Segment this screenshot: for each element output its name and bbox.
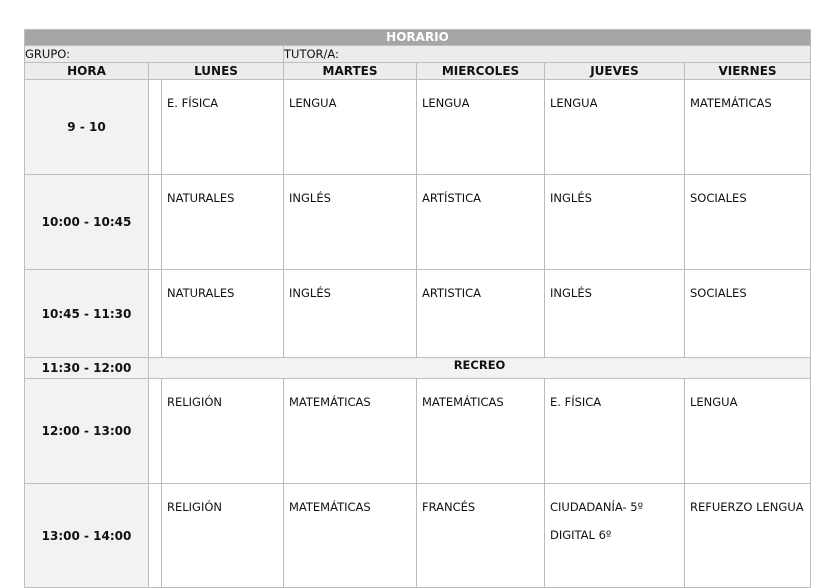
- viernes-cell: SOCIALES: [685, 270, 811, 358]
- header-miercoles: MIERCOLES: [417, 63, 545, 80]
- hour-cell: 9 - 10: [25, 80, 149, 175]
- header-jueves: JUEVES: [545, 63, 685, 80]
- table-row: [25, 270, 811, 358]
- martes-cell: LENGUA: [284, 80, 417, 175]
- lunes-cell: E. FÍSICA: [162, 80, 284, 175]
- miercoles-cell: LENGUA: [417, 80, 545, 175]
- table-row: [25, 484, 811, 588]
- jueves-line-2: DIGITAL 6º: [550, 528, 612, 542]
- schedule-title: HORARIO: [25, 30, 811, 46]
- lunes-cell: NATURALES: [162, 175, 284, 270]
- hour-cell: 12:00 - 13:00: [25, 379, 149, 484]
- martes-cell: MATEMÁTICAS: [284, 379, 417, 484]
- jueves-cell: LENGUA: [545, 80, 685, 175]
- jueves-cell: INGLÉS: [545, 270, 685, 358]
- martes-cell: MATEMÁTICAS: [284, 484, 417, 588]
- viernes-cell: MATEMÁTICAS: [685, 80, 811, 175]
- hour-cell: 10:45 - 11:30: [25, 270, 149, 358]
- lunes-cell: RELIGIÓN: [162, 484, 284, 588]
- recess-label: RECREO: [149, 358, 811, 379]
- martes-cell: INGLÉS: [284, 270, 417, 358]
- viernes-cell: SOCIALES: [685, 175, 811, 270]
- jueves-cell: [545, 484, 685, 588]
- miercoles-cell: ARTISTICA: [417, 270, 545, 358]
- header-lunes: LUNES: [149, 63, 284, 80]
- hour-cell: 13:00 - 14:00: [25, 484, 149, 588]
- group-label: GRUPO:: [25, 46, 284, 63]
- spacer-cell: [149, 270, 162, 358]
- hour-cell: 10:00 - 10:45: [25, 175, 149, 270]
- jueves-cell: E. FÍSICA: [545, 379, 685, 484]
- table-row: [25, 80, 811, 175]
- miercoles-cell: MATEMÁTICAS: [417, 379, 545, 484]
- header-martes: MARTES: [284, 63, 417, 80]
- lunes-cell: RELIGIÓN: [162, 379, 284, 484]
- jueves-line-1: CIUDADANÍA- 5º: [550, 500, 644, 514]
- spacer-cell: [149, 484, 162, 588]
- tutor-label: TUTOR/A:: [284, 46, 811, 63]
- table-row: [25, 379, 811, 484]
- martes-cell: INGLÉS: [284, 175, 417, 270]
- miercoles-cell: FRANCÉS: [417, 484, 545, 588]
- viernes-cell: LENGUA: [685, 379, 811, 484]
- hour-cell: 11:30 - 12:00: [25, 358, 149, 379]
- table-row: [25, 175, 811, 270]
- spacer-cell: [149, 175, 162, 270]
- jueves-cell: INGLÉS: [545, 175, 685, 270]
- spacer-cell: [149, 80, 162, 175]
- header-hora: HORA: [25, 63, 149, 80]
- recess-row: [25, 358, 811, 379]
- viernes-cell: REFUERZO LENGUA: [685, 484, 811, 588]
- spacer-cell: [149, 379, 162, 484]
- header-viernes: VIERNES: [685, 63, 811, 80]
- schedule-table: [24, 29, 811, 588]
- lunes-cell: NATURALES: [162, 270, 284, 358]
- miercoles-cell: ARTÍSTICA: [417, 175, 545, 270]
